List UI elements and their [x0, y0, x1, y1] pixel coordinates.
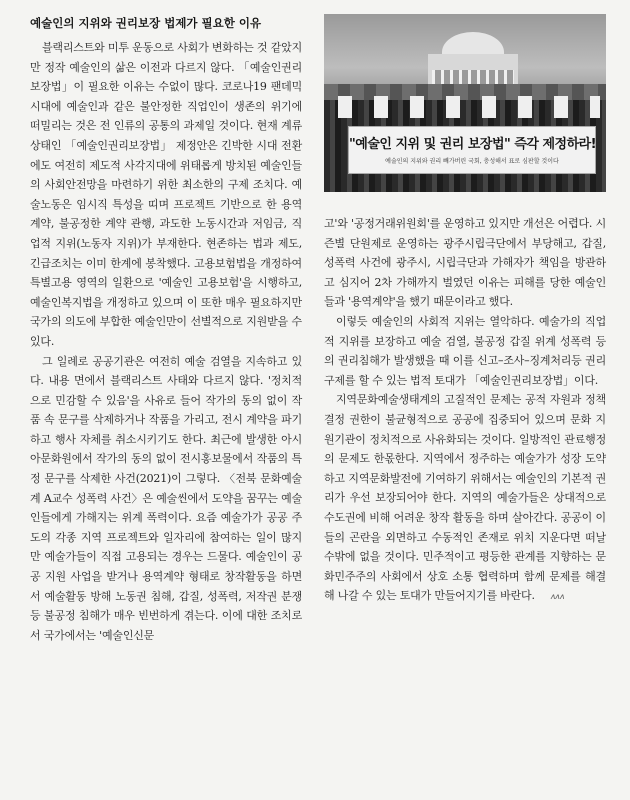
section-heading: 예술인의 지위와 권리보장 법제가 필요한 이유	[30, 16, 262, 30]
protest-banner	[348, 126, 596, 174]
end-mark-icon: ʌʌʌ	[550, 592, 565, 602]
body-paragraph: 고'와 '공정거래위원회'를 운영하고 있지만 개선은 어렵다. 시즌별 단원제로 운영하는 광주시립극단에서 부당해고, 갑질, 성폭력 사건에 광주시, 시립극단과 가해자가 책임을 방관하고 심지어 2차 가해까지 벌였던 이유는 피해를 당한 예술인들과 '용역계약'을 했기 때문이라고 했다.	[324, 217, 606, 309]
protest-signs	[330, 96, 600, 118]
left-column	[30, 14, 302, 645]
protest-photo	[324, 14, 606, 192]
banner-slogan: "예술인 지위 및 권리 보장법" 즉각 제정하라!	[349, 137, 597, 152]
closing-paragraph-text: 지역문화예술생태계의 고질적인 문제는 공적 자원과 정책 결정 권한이 불균형적으로 공공에 집중되어 있으며 문화 지원기관이 정치적으로 사유화되는 것이다. 일방적인 관료행정의 문제도 한몫한다. 지역에서 정주하는 예술가가 성장 도약하고 지역문화발전에 기여하기 위해서는 예술인의 기본적 권리가 우선 보장되어야 한다. 지역의 예술가들은 상대적으로 수도권에 비해 어려운 창작 활동을 하며 살아간다. 공공이 이들의 곤란을 외면하고 수동적인 존재로 위치 지운다면 떠날 수밖에 없을 것이다. 민주적이고 평등한 관계를 지향하는 문화민주주의 사회에서 상호 소통 협력하며 함께 문제를 해결해 나갈 수 있는 토대가 만들어지기를 바란다.	[324, 393, 606, 603]
body-paragraph: 블랙리스트와 미투 운동으로 사회가 변화하는 것 같았지만 정작 예술인의 삶은 이전과 다르지 않다. 「예술인권리보장법」이 필요한 이유는 수없이 많다. 코로나19 팬데믹 시대에 예술인과 같은 불안정한 직업인이 생존의 위기에 떠밀리는 것은 전 인류의 공통의 과제일 것이다. 현재 계류 상태인 「예술인권리보장법」 제정안은 긴박한 시대 전환에도 여전히 제도적 사각지대에 위태롭게 방치된 예술인들의 사회안전망을 마련하기 위한 최소한의 구제 조치다. 예술노동은 임시직 특성을 띠며 프로젝트 기반으로 한 용역계약, 불공정한 계약 관행, 과도한 노동시간과 저임금, 직업적 지위(노동자 지위)가 부재한다. 현존하는 법과 제도, 긴급조치는 이미 한계에 봉착했다. 고용보험법을 개정하여 특별고용 영역의 일환으로 '예술인 고용보험'을 시행하고, 예술인복지법을 개정하고 있으며 이 또한 매우 필요하지만 국가의 의도에 부합한 예술인만이 선별적으로 지원받을 수 있다.	[30, 41, 302, 348]
body-paragraph	[324, 390, 606, 607]
body-paragraph: 이렇듯 예술인의 사회적 지위는 열악하다. 예술가의 직업적 지위를 보장하고 예술 검열, 불공정 갑질 위계 성폭력 등의 권리침해가 발생했을 때 이를 신고–조사–징계처리등 권리 구제를 할 수 있는 법적 토대가 「예술인권리보장법」이다.	[324, 314, 606, 387]
right-column	[324, 214, 606, 607]
body-paragraph: 그 일례로 공공기관은 여전히 예술 검열을 지속하고 있다. 내용 면에서 블랙리스트 사태와 다르지 않다. '정치적으로 민감할 수 있음'을 사유로 들어 작가의 동의 없이 작품 속 문구를 삭제하거나 작품을 가리고, 전시 계약을 파기하고 행사 자체를 취소시키기도 한다. 최근에 발생한 아시아문화원에서 작가의 동의 없이 전시홍보물에서 작품의 특정 문구를 삭제한 사건(2021)이 그렇다. 〈전북 문화예술계 A교수 성폭력 사건〉은 예술씬에서 도약을 꿈꾸는 예술인들에게 가해지는 위계 폭력이다. 요즘 예술가가 공공 주도의 각종 지역 프로젝트와 일자리에 참여하는 일이 많지만 예술가들이 직접 고용되는 경우는 드물다. 예술인이 공공 지원 사업을 받거나 용역계약 형태로 창작활동을 하면서 예술활동 방해 노동권 침해, 갑질, 성폭력, 저작권 분쟁 등 불공정 침해가 매우 빈번하게 겪는다. 이에 대한 조치로서 국가에서는 '예술인신문	[30, 354, 302, 642]
banner-subtext: 예술인의 지위와 권리 빼가버린 국회, 충성해서 표로 심판할 것이다	[385, 158, 559, 165]
